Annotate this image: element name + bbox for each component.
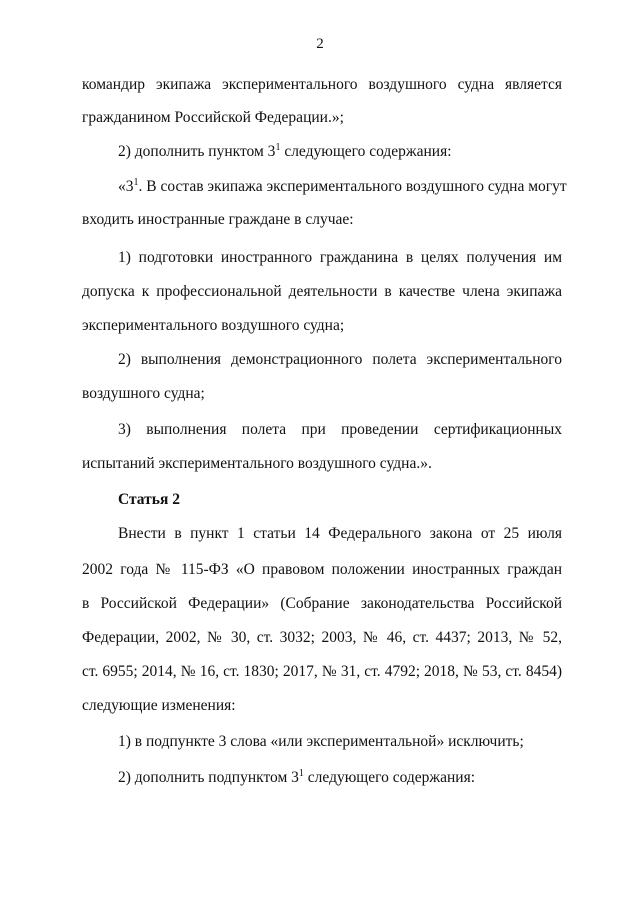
text-line: допуска к профессиональной деятельности в качестве члена экипажа — [82, 283, 562, 300]
superscript: 1 — [275, 142, 281, 153]
text-fragment: «3 — [118, 178, 134, 195]
text-line: командир экипажа экспериментального воздушного судна является — [82, 76, 562, 93]
text-line: экспериментального воздушного судна; — [82, 317, 345, 334]
text-fragment: следующего содержания: — [280, 143, 452, 160]
text-line: следующие изменения: — [82, 697, 236, 714]
text-line: в Российской Федерации» (Собрание законодательства Российской — [82, 595, 562, 612]
superscript: 1 — [298, 768, 304, 779]
text-line — [118, 142, 452, 162]
text-fragment: следующего содержания: — [303, 769, 476, 786]
text-line: входить иностранные граждане в случае: — [82, 211, 354, 228]
text-line: 1) в подпункте 3 слова «или экспериментальной» исключить; — [118, 733, 524, 750]
text-fragment: 2) дополнить подпунктом 3 — [118, 769, 299, 786]
text-line: 2) выполнения демонстрационного полета экспериментального — [118, 351, 562, 368]
superscript: 1 — [133, 177, 139, 188]
page-number: 2 — [316, 36, 324, 52]
text-fragment: 2) дополнить пунктом 3 — [118, 143, 276, 160]
article-heading: Статья 2 — [118, 491, 180, 508]
text-line: воздушного судна; — [82, 385, 205, 402]
text-fragment: . В состав экипажа экспериментального воздушного судна могут — [138, 178, 567, 195]
text-line: Федерации, 2002, № 30, ст. 3032; 2003, № 46, ст. 4437; 2013, № 52, — [82, 629, 562, 646]
text-line: 3) выполнения полета при проведении сертификационных — [118, 421, 562, 438]
text-line: 2002 года № 115-ФЗ «О правовом положении иностранных граждан — [82, 561, 562, 578]
text-line: 1) подготовки иностранного гражданина в целях получения им — [118, 249, 562, 266]
text-line: гражданином Российской Федерации.»; — [82, 109, 344, 126]
text-line — [118, 768, 475, 788]
text-line: Внести в пункт 1 статьи 14 Федерального закона от 25 июля — [118, 525, 562, 542]
text-line — [118, 177, 567, 197]
text-line: испытаний экспериментального воздушного судна.». — [82, 455, 432, 472]
text-line: ст. 6955; 2014, № 16, ст. 1830; 2017, № 31, ст. 4792; 2018, № 53, ст. 8454) — [82, 663, 562, 680]
